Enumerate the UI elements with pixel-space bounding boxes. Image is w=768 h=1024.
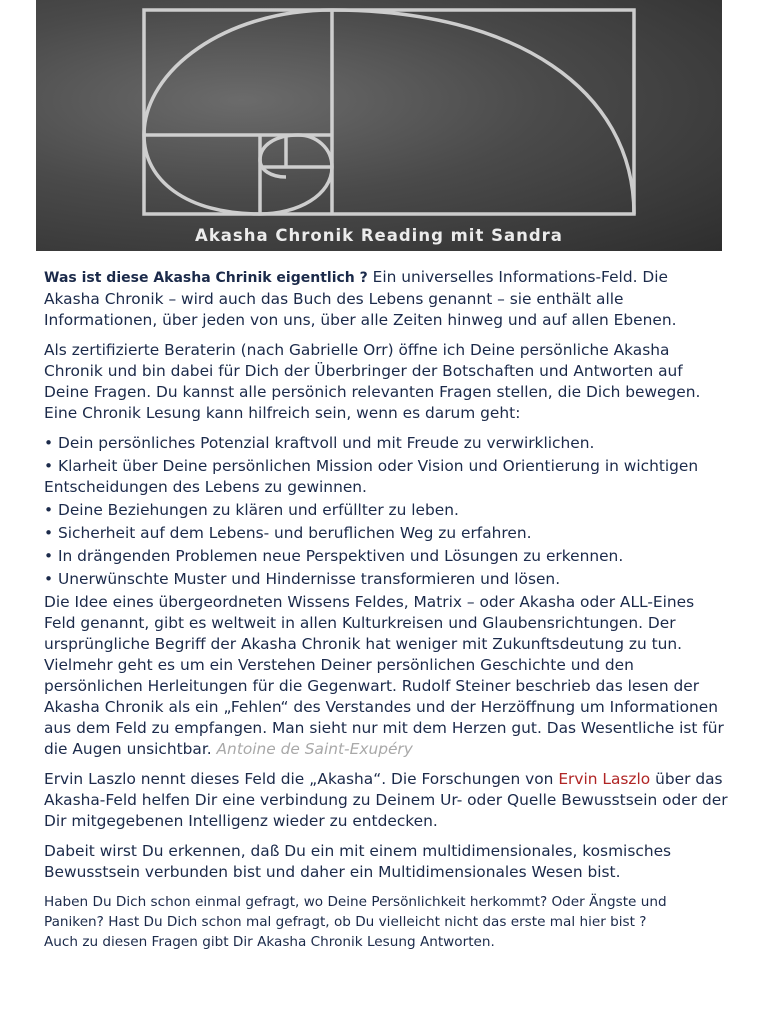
quote-author: Antoine de Saint-Exupéry bbox=[216, 740, 413, 758]
list-item: • In drängenden Problemen neue Perspektiven und Lösungen zu erkennen. bbox=[44, 547, 624, 565]
laszlo-before: Ervin Laszlo nennt dieses Feld die „Akasha“. Die Forschungen von bbox=[44, 770, 559, 788]
ervin-laszlo-link[interactable]: Ervin Laszlo bbox=[558, 770, 651, 788]
intro-lead: Was ist diese Akasha Chrinik eigentlich ? bbox=[44, 270, 368, 286]
hero-image bbox=[36, 0, 722, 251]
dabei-paragraph: Dabeit wirst Du erkennen, daß Du ein mit einem multidimensionales, kosmisches Bewusstsein verbunden bist und daher ein Multidimensionales Wesen bist. bbox=[44, 842, 672, 881]
golden-spiral-illustration bbox=[36, 0, 722, 251]
beraterin-paragraph: Als zertifizierte Beraterin (nach Gabrielle Orr) öffne ich Deine persönliche Akasha Chronik und bin dabei für Dich der Überbringer der Botschaften und Antworten auf Deine Fragen. Du kannst alle persönich relevanten Fragen stellen, die Dich bewegen. Eine Chronik Lesung kann hilfreich sein, wenn es darum geht: bbox=[44, 341, 701, 422]
list-item: • Klarheit über Deine persönlichen Mission oder Vision und Orientierung in wichtigen Entscheidungen des Lebens zu gewinnen. bbox=[44, 457, 699, 496]
article-content bbox=[44, 267, 728, 952]
list-item: • Unerwünschte Muster und Hindernisse transformieren und lösen. bbox=[44, 570, 561, 588]
idea-text: Die Idee eines übergeordneten Wissens Feldes, Matrix – oder Akasha oder ALL-Eines Feld genannt, gibt es weltweit in allen Kulturkreisen und Glaubensrichtungen. Der ursprüngliche Begriff der Akasha Chronik hat weniger mit Zukunftsdeutung zu tun. Vielmehr geht es um ein Verstehen Deiner persönlichen Geschichte und den persönlichen Herleitungen für die Gegenwart. Rudolf Steiner beschrieb das lesen der Akasha Chronik als ein „Fehlen“ des Verstandes und der Herzöffnung um Informationen aus dem Feld zu empfangen. Man sieht nur mit dem Herzen gut. Das Wesentliche ist für die Augen unsichtbar. bbox=[44, 593, 724, 758]
intro-paragraph bbox=[44, 267, 728, 331]
questions-line-1: Haben Du Dich schon einmal gefragt, wo Deine Persönlichkeit herkommt? Oder Ängste und Paniken? Hast Du Dich schon mal gefragt, ob Du vielleicht nicht das erste mal hier bist ? bbox=[44, 894, 667, 930]
questions-paragraph bbox=[44, 892, 728, 952]
questions-line-2: Auch zu diesen Fragen gibt Dir Akasha Chronik Lesung Antworten. bbox=[44, 934, 495, 950]
hero-caption: Akasha Chronik Reading mit Sandra bbox=[195, 226, 563, 245]
intro-text: Ein universelles Informations-Feld. Die Akasha Chronik – wird auch das Buch des Lebens genannt – sie enthält alle Informationen, über jeden von uns, über alle Zeiten hinweg und auf allen Ebenen. bbox=[44, 268, 677, 329]
laszlo-after: über das Akasha-Feld helfen Dir eine verbindung zu Deinem Ur- oder Quelle Bewusstsein oder der Dir mitgegebenen Intelligenz wieder zu entdecken. bbox=[44, 770, 728, 830]
list-item: • Sicherheit auf dem Lebens- und beruflichen Weg zu erfahren. bbox=[44, 524, 532, 542]
idea-paragraph bbox=[44, 592, 728, 760]
benefit-list bbox=[44, 433, 728, 590]
list-item: • Dein persönliches Potenzial kraftvoll und mit Freude zu verwirklichen. bbox=[44, 434, 595, 452]
list-item: • Deine Beziehungen zu klären und erfüllter zu leben. bbox=[44, 501, 459, 519]
laszlo-paragraph bbox=[44, 769, 728, 832]
